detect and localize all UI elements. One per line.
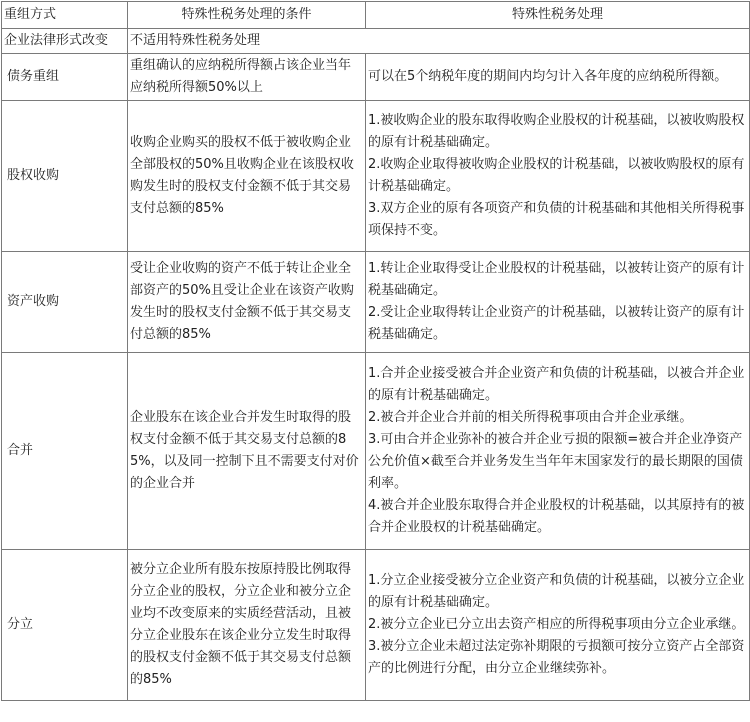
treatment-item: 1.转让企业取得受让企业股权的计税基础，以被转让资产的原有计税基础确定。 [368,261,745,298]
treatment-item: 4.被合并企业股东取得合并企业股权的计税基础，以其原持有的被合并企业股权的计税基础确定。 [368,498,745,535]
table-row [2,353,750,550]
row-treatment [366,252,750,353]
row-condition: 企业股东在该企业合并发生时取得的股权支付金额不低于其交易支付总额的85%，以及同一控制下且不需要支付对价的企业合并 [128,353,366,550]
treatment-item: 1.被收购企业的股东取得收购企业股权的计税基础，以被收购股权的原有计税基础确定。 [368,113,745,150]
header-method: 重组方式 [2,2,128,29]
row-method-name: 资产收购 [2,252,128,353]
table-row [2,252,750,353]
row-condition: 不适用特殊性税务处理 [128,29,750,54]
row-method-name: 股权收购 [2,101,128,252]
treatment-item: 1.分立企业接受被分立企业资产和负债的计税基础，以被分立企业的原有计税基础确定。 [368,573,745,610]
row-method-name: 分立 [2,550,128,701]
header-conditions: 特殊性税务处理的条件 [128,2,366,29]
treatment-item: 可以在5个纳税年度的期间内均匀计入各年度的应纳税所得额。 [368,69,728,84]
treatment-item: 3.双方企业的原有各项资产和负债的计税基础和其他相关所得税事项保持不变。 [368,201,745,238]
row-treatment [366,550,750,701]
row-method-name: 债务重组 [2,54,128,101]
treatment-item: 2.收购企业取得被收购企业股权的计税基础，以被收购股权的原有计税基础确定。 [368,157,745,194]
treatment-item: 1.合并企业接受被合并企业资产和负债的计税基础，以被合并企业的原有计税基础确定。 [368,366,745,403]
row-treatment [366,54,750,101]
treatment-item: 3.被分立企业未超过法定弥补期限的亏损额可按分立资产占全部资产的比例进行分配，由分立企业继续弥补。 [368,639,745,676]
row-condition: 重组确认的应纳税所得额占该企业当年应纳税所得额50%以上 [128,54,366,101]
row-method-name: 企业法律形式改变 [2,29,128,54]
table-header-row [2,2,750,29]
treatment-item: 3.可由合并企业弥补的被合并企业亏损的限额=被合并企业净资产公允价值×截至合并业务发生当年年末国家发行的最长期限的国债利率。 [368,432,743,491]
treatment-item: 2.受让企业取得转让企业资产的计税基础，以被转让资产的原有计税基础确定。 [368,305,745,342]
row-treatment [366,353,750,550]
row-condition: 被分立企业所有股东按原持股比例取得分立企业的股权，分立企业和被分立企业均不改变原来的实质经营活动，且被分立企业股东在该企业分立发生时取得的股权支付金额不低于其交易支付总额的85% [128,550,366,701]
reorganization-tax-table [1,1,750,701]
header-treatment: 特殊性税务处理 [366,2,750,29]
table-row [2,54,750,101]
row-condition: 受让企业收购的资产不低于转让企业全部资产的50%且受让企业在该资产收购发生时的股权支付金额不低于其交易支付总额的85% [128,252,366,353]
row-condition: 收购企业购买的股权不低于被收购企业全部股权的50%且收购企业在该股权收购发生时的股权支付金额不低于其交易支付总额的85% [128,101,366,252]
row-method-name: 合并 [2,353,128,550]
row-treatment [366,101,750,252]
table-row [2,550,750,701]
table-row [2,101,750,252]
treatment-item: 2.被合并企业合并前的相关所得税事项由合并企业承继。 [368,410,693,425]
treatment-item: 2.被分立企业已分立出去资产相应的所得税事项由分立企业承继。 [368,617,745,632]
table-row [2,29,750,54]
